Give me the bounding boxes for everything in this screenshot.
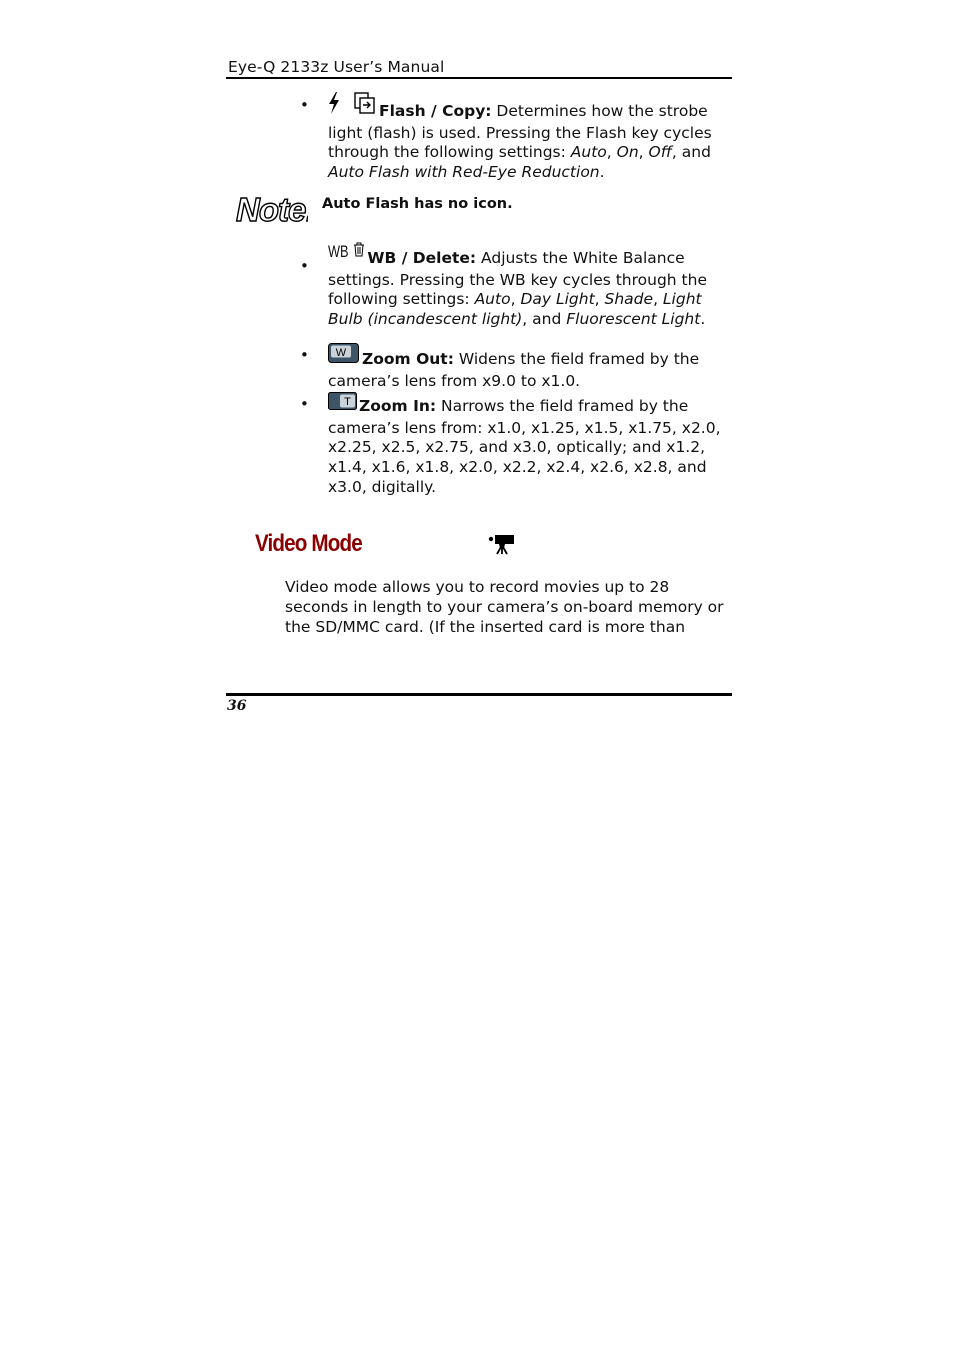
header-rule (226, 77, 732, 79)
list-item-flash (300, 96, 728, 183)
flash-opt-redeye: Auto Flash with Red-Eye Reduction (328, 163, 600, 182)
wb-opt-fluorescent: Fluorescent Light (566, 310, 701, 329)
zoom-in-key-text: T (344, 396, 351, 408)
note-logo (234, 190, 308, 232)
separator: , and (522, 310, 567, 329)
video-camera-icon (488, 533, 516, 559)
flash-desc: Determines how the strobe light (flash) is used. Pressing the Flash key cycles through the following settings: (328, 102, 712, 162)
bullet: • (300, 346, 309, 364)
zoom-out-key-text: W (335, 347, 347, 359)
footer-rule (226, 693, 732, 696)
zoom-out-desc: Widens the field framed by the camera’s lens from x9.0 to x1.0. (328, 350, 700, 390)
section-body: Video mode allows you to record movies up to 28 seconds in length to your camera’s on-board memory or the SD/MMC card. (If the inserted card is more than (285, 578, 724, 636)
zoom-in-label: Zoom In: (359, 397, 437, 415)
flash-icon (328, 92, 340, 120)
zoom-out-key-icon (328, 343, 359, 369)
flash-copy-label: Flash / Copy: (379, 102, 492, 120)
flash-opt-auto: Auto (570, 143, 607, 162)
wb-opt-auto: Auto (474, 290, 511, 309)
trash-icon (353, 242, 365, 263)
zoom-in-key-icon (328, 392, 357, 416)
wb-opt-shade: Shade (604, 290, 654, 309)
period: . (599, 163, 605, 182)
list-item-wb (300, 242, 728, 330)
wb-opt-lightbulb: Light Bulb (incandescent light) (328, 290, 702, 329)
note-logo-text: Note: (236, 191, 308, 228)
wb-opt-daylight: Day Light (520, 290, 595, 309)
flash-opt-on: On (616, 143, 639, 162)
separator: , and (671, 143, 711, 162)
separator: , (606, 143, 617, 162)
wb-desc: Adjusts the White Balance settings. Pressing the WB key cycles through the following settings: (328, 249, 707, 309)
separator: , (653, 290, 663, 309)
separator: , (594, 290, 605, 309)
zoom-in-desc: Narrows the field framed by the camera’s lens from: x1.0, x1.25, x1.5, x1.75, x2.0, x2.25, x2.5, x2.75, and x3.0, optically; and x1.2, x1.4, x1.6, x1.8, x2.0, x2.2, x2.4, x2.6, x2.8, and x3.0, digitally. (328, 397, 721, 496)
section-title: Video Mode (255, 530, 362, 557)
period: . (700, 310, 706, 329)
wb-icon: WB (328, 242, 349, 261)
copy-icon (354, 92, 376, 120)
separator: , (510, 290, 521, 309)
flash-opt-off: Off (648, 143, 672, 162)
bullet: • (300, 257, 309, 275)
list-item-zoom-out (300, 346, 728, 391)
note-text: Auto Flash has no icon. (322, 196, 513, 212)
separator: , (638, 143, 649, 162)
page-number: 36 (227, 698, 247, 714)
header-title: Eye-Q 2133z User’s Manual (228, 58, 445, 76)
bullet: • (300, 96, 309, 114)
wb-delete-label: WB / Delete: (367, 249, 477, 267)
list-item-zoom-in (300, 395, 728, 498)
bullet: • (300, 395, 309, 413)
zoom-out-label: Zoom Out: (362, 350, 454, 368)
